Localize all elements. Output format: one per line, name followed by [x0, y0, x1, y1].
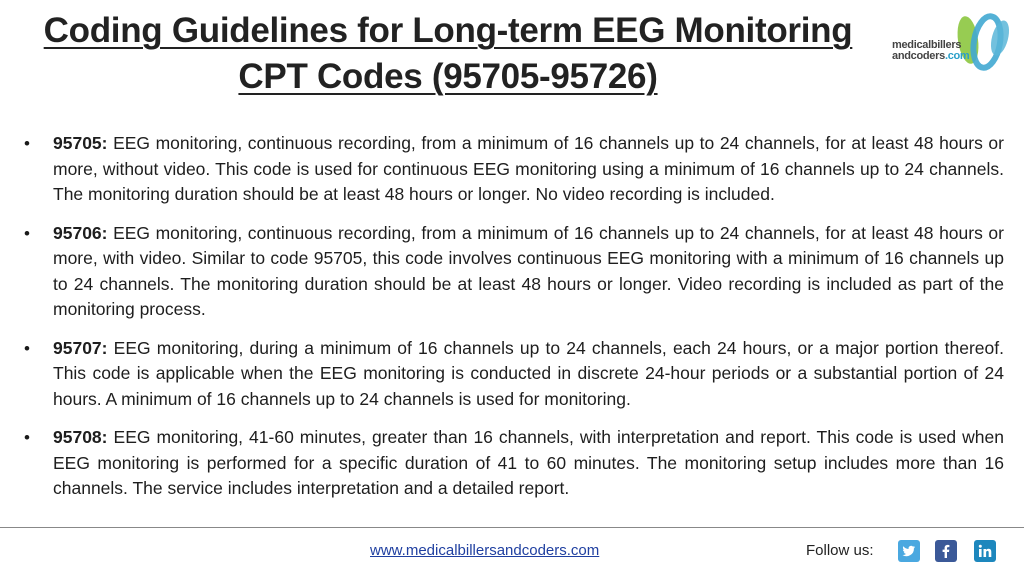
logo-text: medicalbillers andcoders.com	[892, 39, 970, 62]
page-title	[0, 8, 896, 100]
title-line-2: CPT Codes (95705-95726)	[238, 57, 658, 96]
code-description: EEG monitoring, 41-60 minutes, greater than 16 channels, with interpretation and report. This code is used when EEG monitoring is performed for a specific duration of 41 to 60 minutes. The monitoring setup includes more than 16 channels. The service includes interpretation and a detailed report.	[53, 427, 1004, 498]
twitter-icon[interactable]	[898, 540, 920, 562]
linkedin-icon[interactable]	[974, 540, 996, 562]
list-item	[22, 131, 1004, 208]
facebook-icon[interactable]	[935, 540, 957, 562]
code-description: EEG monitoring, continuous recording, from a minimum of 16 channels up to 24 channels, for at least 48 hours or more, with video. Similar to code 95705, this code involves continuous EEG monitoring with a minimum of 16 channels up to 24 channels. The monitoring duration should be at least 48 hours or longer. Video recording is included as part of the monitoring process.	[53, 222, 1004, 319]
footer-divider	[0, 527, 1024, 528]
follow-us-label: Follow us:	[806, 542, 874, 559]
cpt-code: 95705:	[53, 133, 108, 153]
cpt-code: 95706:	[53, 222, 108, 243]
code-description: EEG monitoring, during a minimum of 16 channels up to 24 channels, each 24 hours, or a major portion thereof. This code is applicable when the EEG monitoring is conducted in discrete 24-hour periods or a substantial portion of 24 hours. A minimum of 16 channels up to 24 channels is used for monitoring.	[53, 337, 1004, 409]
list-item	[22, 425, 1004, 502]
title-line-1: Coding Guidelines for Long-term EEG Monitoring	[43, 11, 853, 50]
website-link[interactable]: www.medicalbillersandcoders.com	[370, 542, 600, 559]
cpt-code: 95708:	[53, 427, 108, 447]
cpt-code: 95707:	[53, 337, 108, 358]
code-list	[22, 131, 1004, 515]
company-logo[interactable]	[892, 10, 1018, 74]
list-item	[22, 336, 1004, 413]
code-description: EEG monitoring, continuous recording, from a minimum of 16 channels up to 24 channels, for at least 48 hours or more, without video. This code is used for continuous EEG monitoring using a minimum of 16 channels up to 24 channels. The monitoring duration should be at least 48 hours or longer. No video recording is included.	[53, 133, 1004, 204]
list-item	[22, 221, 1004, 323]
